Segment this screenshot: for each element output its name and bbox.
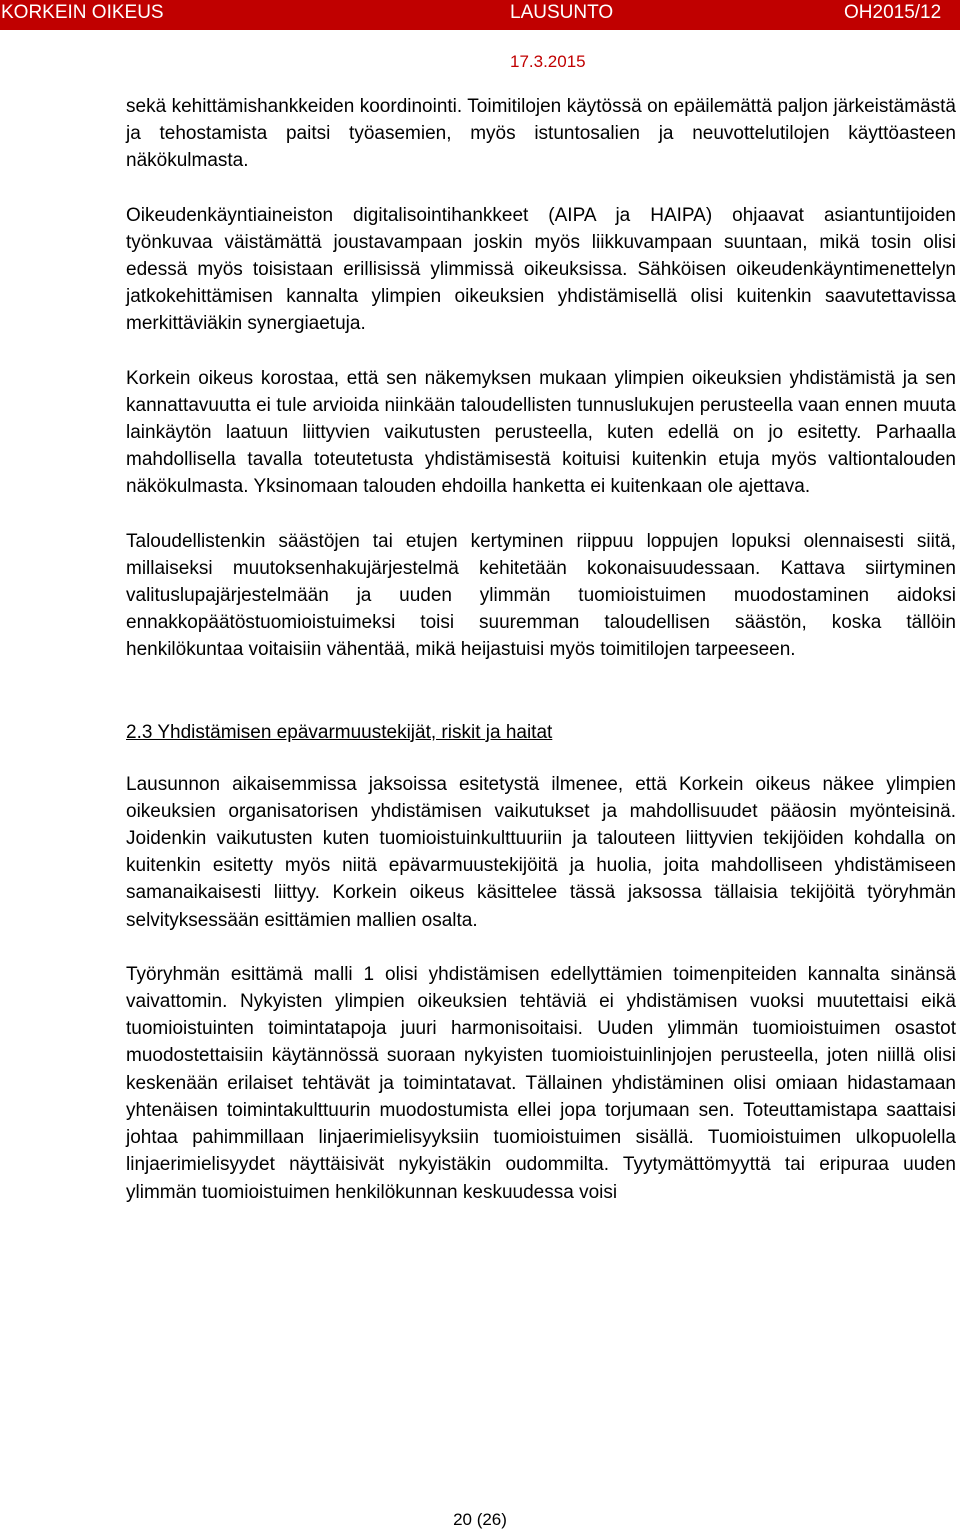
section-heading: 2.3 Yhdistämisen epävarmuustekijät, riskit ja haitat <box>126 721 553 743</box>
paragraph: sekä kehittämishankkeiden koordinointi. Toimitilojen käytössä on epäilemättä paljon järkeistämästä ja tehostamista paitsi työasemien, myös istuntosalien ja neuvottelutilojen käyttöasteen näkökulmasta. <box>126 96 956 172</box>
paragraph: Oikeudenkäyntiaineiston digitalisointihankkeet (AIPA ja HAIPA) ohjaavat asiantuntijoiden työnkuvaa väistämättä joustavampaan joskin myös liikkuvampaan suuntaan, mikä tosin olisi edessä myös toisistaan erillisissä ylimmissä oikeuksissa. Sähköisen oikeudenkäyntimenettelyn jatkokehittämisen kannalta ylimpien oikeuksien yhdistämisellä olisi kuitenkin saavutettavissa merkittäviäkin synergiaetuja. <box>126 204 956 335</box>
header-document-type: LAUSUNTO <box>510 2 614 23</box>
header-reference: OH2015/12 <box>844 2 942 23</box>
paragraph: Lausunnon aikaisemmissa jaksoissa esitetystä ilmenee, että Korkein oikeus näkee ylimpien oikeuksien organisatorisen yhdistämisen vaikutukset ja mahdollisuudet pääosin myönteisinä. Joidenkin vaikutusten kuten tuomioistuinkulttuuriin ja talouteen liittyvien tekijöiden kohdalla on kuitenkin esitetty myös niitä epävarmuustekijöitä ja huolia, joita mahdolliseen yhdistämiseen samanaikaisesti liittyy. Korkein oikeus käsittelee tässä jaksossa tällaisia tekijöitä työryhmän selvityksessään esittämien mallien osalta. <box>126 773 956 931</box>
header-number: Nro 539 <box>862 27 923 46</box>
header-date: 17.3.2015 <box>510 52 586 71</box>
paragraph: Työryhmän esittämä malli 1 olisi yhdistämisen edellyttämien toimenpiteiden kannalta sinänsä vaivattomin. Nykyisten ylimpien oikeuksien tehtäviä ei yhdistämisen vuoksi muutettaisi eikä tuomioistuinten toimintatapoja juuri harmonisoitaisi. Uuden ylimmän tuomioistuimen osastot muodostettaisiin käytännössä suoraan nykyisten tuomioistuinlinjojen perusteella, joten niillä olisi keskenään erilaiset tehtävät ja toimintatavat. Tällainen yhdistäminen olisi omiaan hidastamaan yhtenäisen toimintakulttuurin muodostumista ellei jopa torjumaan sen. Toteuttamistapa saattaisi johtaa pahimmillaan linjaerimielisyyksiin tuomioistuimen sisällä. Tuomioistuimen ulkopuolella linjaerimielisyydet näyttäisivät nykyistäkin oudommilta. Tyytymättömyyttä tai eripuraa uuden ylimmän tuomioistuimen henkilökunnan keskuudessa voisi <box>126 963 956 1203</box>
page-header <box>0 0 960 30</box>
header-organization: KORKEIN OIKEUS <box>1 2 164 23</box>
paragraph: Taloudellistenkin säästöjen tai etujen kertyminen riippuu loppujen lopuksi olennaisesti siitä, millaiseksi muutoksenhakujärjestelmä kehitetään kokonaisuudessaan. Kattava siirtyminen valituslupajärjestelmään ja uuden ylimmän tuomioistuimen muodostaminen aidoksi ennakkopäätöstuomioistuimeksi toisi suuremman taloudellisen säästön, koska tällöin henkilökuntaa voitaisiin vähentää, mikä heijastuisi myös toimitilojen tarpeeseen. <box>126 530 956 661</box>
paragraph: Korkein oikeus korostaa, että sen näkemyksen mukaan ylimpien oikeuksien yhdistämistä ja sen kannattavuutta ei tule arvioida niinkään taloudellisten tunnuslukujen perusteella vaan ennen muuta lainkäytön laatuun liittyvien vaikutusten perusteella, kuten edellä on jo esitetty. Parhaalla mahdollisella tavalla toteutetusta yhdistämisestä koituisi kuitenkin etuja myös valtiontalouden näkökulmasta. Yksinomaan talouden ehdoilla hanketta ei kuitenkaan ole ajettava. <box>126 367 956 498</box>
document-body <box>126 93 956 1233</box>
page-number: 20 (26) <box>453 1510 507 1529</box>
